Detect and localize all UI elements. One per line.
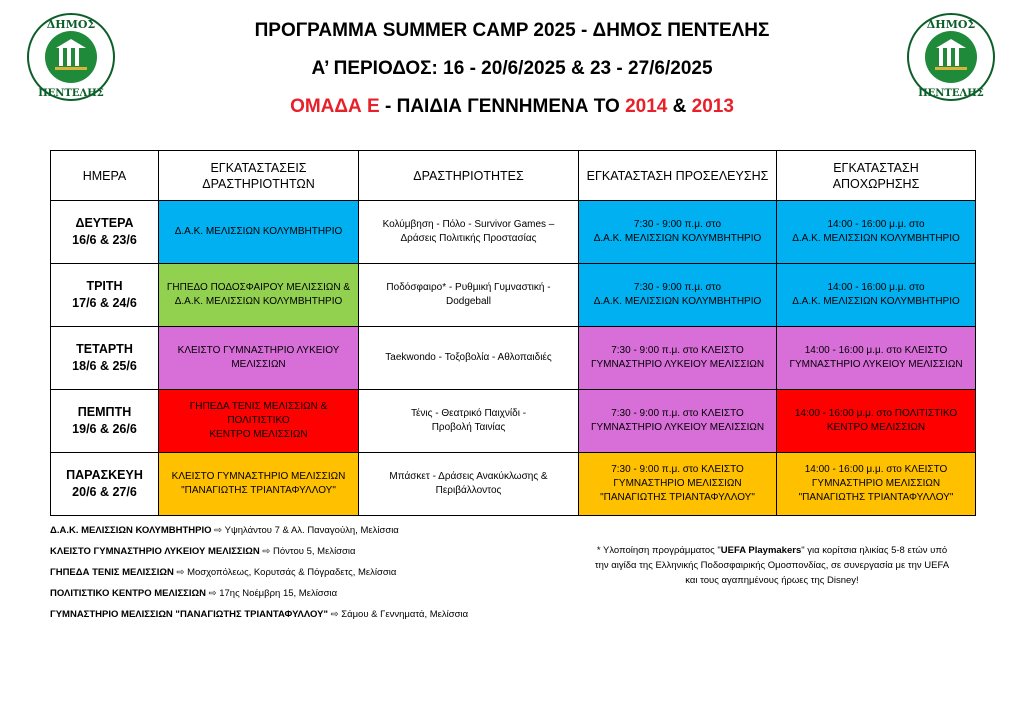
col-header-venues bbox=[159, 151, 359, 201]
departure-line: 14:00 - 16:00 μ.μ. στο ΚΛΕΙΣΤΟ bbox=[804, 464, 948, 475]
arrival-line: "ΠΑΝΑΓΙΩΤΗΣ ΤΡΙΑΝΤΑΦΥΛΛΟΥ" bbox=[600, 492, 755, 503]
arrow-right-icon: ⇨ bbox=[330, 609, 339, 620]
activity-line: Προβολή Ταινίας bbox=[431, 422, 506, 433]
arrival-line: 7:30 - 9:00 π.μ. στο ΚΛΕΙΣΤΟ bbox=[611, 464, 744, 475]
col-header-activities: ΔΡΑΣΤΗΡΙΟΤΗΤΕΣ bbox=[359, 151, 579, 201]
col-header-departure-l2: ΑΠΟΧΩΡΗΣΗΣ bbox=[832, 176, 920, 191]
legend-venue: ΚΛΕΙΣΤΟ ΓΥΜΝΑΣΤΗΡΙΟ ΛΥΚΕΙΟΥ ΜΕΛΙΣΣΙΩΝ bbox=[50, 546, 260, 557]
group-desc: - ΠΑΙΔΙΑ ΓΕΝΝΗΜΕΝΑ ΤΟ bbox=[379, 96, 626, 117]
legend-venue: Δ.Α.Κ. ΜΕΛΙΣΣΙΩΝ ΚΟΛΥΜΒΗΤΗΡΙΟ bbox=[50, 525, 212, 536]
legend-venue: ΠΟΛΙΤΙΣΤΙΚΟ ΚΕΝΤΡΟ ΜΕΛΙΣΣΙΩΝ bbox=[50, 588, 206, 599]
activity-line: Τένις - Θεατρικό Παιχνίδι - bbox=[410, 408, 527, 419]
day-cell bbox=[51, 390, 159, 453]
legend-item bbox=[50, 583, 570, 604]
venue-line: ΓΗΠΕΔΑ ΤΕΝΙΣ ΜΕΛΙΣΣΙΩΝ & ΠΟΛΙΤΙΣΤΙΚΟ bbox=[189, 401, 328, 426]
day-name: ΠΑΡΑΣΚΕΥΗ bbox=[66, 468, 143, 482]
municipality-logo-left bbox=[26, 12, 116, 102]
departure-line: ΓΥΜΝΑΣΤΗΡΙΟ ΜΕΛΙΣΣΙΩΝ bbox=[811, 478, 941, 489]
legend-venue: ΓΗΠΕΔΑ ΤΕΝΙΣ ΜΕΛΙΣΣΙΩΝ bbox=[50, 567, 174, 578]
activity-line: Δράσεις Πολιτικής Προστασίας bbox=[400, 233, 537, 244]
venue-line: ΚΛΕΙΣΤΟ ΓΥΜΝΑΣΤΗΡΙΟ ΛΥΚΕΙΟΥ bbox=[177, 345, 340, 356]
venue-cell bbox=[159, 264, 359, 327]
activities-cell bbox=[359, 201, 579, 264]
municipality-logo-right bbox=[906, 12, 996, 102]
col-header-departure-l1: ΕΓΚΑΤΑΣΤΑΣΗ bbox=[833, 160, 919, 175]
group-name: ΟΜΑΔΑ Ε bbox=[290, 96, 380, 117]
venue-line: "ΠΑΝΑΓΙΩΤΗΣ ΤΡΙΑΝΤΑΦΥΛΛΟΥ" bbox=[181, 485, 336, 496]
activities-cell bbox=[359, 327, 579, 390]
header bbox=[150, 18, 874, 120]
arrow-right-icon: ⇨ bbox=[176, 567, 185, 578]
amp: & bbox=[667, 96, 692, 117]
legend-item bbox=[50, 520, 570, 541]
col-header-arrival: ΕΓΚΑΤΑΣΤΑΣΗ ΠΡΟΣΕΛΕΥΣΗΣ bbox=[579, 151, 777, 201]
footnote-program-name: UEFA Playmakers bbox=[720, 545, 802, 556]
arrival-cell bbox=[579, 201, 777, 264]
venue-line: ΓΗΠΕΔΟ ΠΟΔΟΣΦΑΙΡΟΥ ΜΕΛΙΣΣΙΩΝ & bbox=[166, 282, 351, 293]
col-header-departure bbox=[777, 151, 976, 201]
footnote-text: " για κορίτσια ηλικίας 5-8 ετών υπό bbox=[801, 545, 948, 556]
col-header-venues-l1: ΕΓΚΑΤΑΣΤΑΣΕΙΣ bbox=[210, 160, 307, 175]
departure-line: Δ.Α.Κ. ΜΕΛΙΣΣΙΩΝ ΚΟΛΥΜΒΗΤΗΡΙΟ bbox=[792, 296, 960, 307]
arrival-cell bbox=[579, 264, 777, 327]
header-row bbox=[51, 151, 976, 201]
day-name: ΔΕΥΤΕΡΑ bbox=[75, 216, 134, 230]
table-row bbox=[51, 453, 976, 516]
footnote-line: και τους αγαπημένους ήρωες της Disney! bbox=[685, 575, 859, 586]
arrival-cell bbox=[579, 390, 777, 453]
departure-cell bbox=[777, 201, 976, 264]
activity-line: Μπάσκετ - Δράσεις Ανακύκλωσης & bbox=[389, 471, 548, 482]
col-header-day: ΗΜΕΡΑ bbox=[51, 151, 159, 201]
day-dates: 16/6 & 23/6 bbox=[72, 233, 137, 247]
departure-cell bbox=[777, 264, 976, 327]
table-row bbox=[51, 264, 976, 327]
arrival-line: ΓΥΜΝΑΣΤΗΡΙΟ ΛΥΚΕΙΟΥ ΜΕΛΙΣΣΙΩΝ bbox=[590, 422, 765, 433]
departure-line: 14:00 - 16:00 μ.μ. στο bbox=[827, 219, 925, 230]
day-dates: 17/6 & 24/6 bbox=[72, 296, 137, 310]
departure-line: 14:00 - 16:00 μ.μ. στο bbox=[827, 282, 925, 293]
activity-line: Κολύμβηση - Πόλο - Survivor Games – bbox=[382, 219, 555, 230]
departure-cell bbox=[777, 453, 976, 516]
legend-address: Μοσχοπόλεως, Κορυτσάς & Πόγραδετς, Μελίσσια bbox=[187, 567, 397, 578]
day-name: ΤΕΤΑΡΤΗ bbox=[76, 342, 133, 356]
title-program: ΠΡΟΓΡΑΜΜΑ SUMMER CAMP 2025 - ΔΗΜΟΣ ΠΕΝΤΕΛΗΣ bbox=[254, 20, 770, 41]
legend-address: 17ης Νοέμβρη 15, Μελίσσια bbox=[219, 588, 338, 599]
col-header-venues-l2: ΔΡΑΣΤΗΡΙΟΤΗΤΩΝ bbox=[202, 176, 315, 191]
footnote-line: την αιγίδα της Ελληνικής Ποδοσφαιρικής Ομοσπονδίας, σε συνεργασία με την UEFA bbox=[594, 560, 950, 571]
day-dates: 19/6 & 26/6 bbox=[72, 422, 137, 436]
activities-cell bbox=[359, 453, 579, 516]
day-dates: 18/6 & 25/6 bbox=[72, 359, 137, 373]
venue-line: ΜΕΛΙΣΣΙΩΝ bbox=[231, 359, 286, 370]
activity-line: Περιβάλλοντος bbox=[435, 485, 502, 496]
arrow-right-icon: ⇨ bbox=[214, 525, 223, 536]
activities-cell bbox=[359, 264, 579, 327]
footnote bbox=[572, 543, 972, 588]
arrival-line: Δ.Α.Κ. ΜΕΛΙΣΣΙΩΝ ΚΟΛΥΜΒΗΤΗΡΙΟ bbox=[593, 296, 762, 307]
legend-address: Υψηλάντου 7 & Αλ. Παναγούλη, Μελίσσια bbox=[224, 525, 399, 536]
venue-line: Δ.Α.Κ. ΜΕΛΙΣΣΙΩΝ ΚΟΛΥΜΒΗΤΗΡΙΟ bbox=[174, 226, 343, 237]
departure-line: ΚΕΝΤΡΟ ΜΕΛΙΣΣΙΩΝ bbox=[826, 422, 926, 433]
table-row bbox=[51, 327, 976, 390]
footnote-line bbox=[572, 543, 972, 558]
year-2: 2013 bbox=[691, 96, 734, 117]
departure-line: 14:00 - 16:00 μ.μ. στο ΠΟΛΙΤΙΣΤΙΚΟ bbox=[794, 408, 958, 419]
activity-line: Ποδόσφαιρο* - Ρυθμική Γυμναστική - bbox=[386, 282, 551, 293]
table-row bbox=[51, 201, 976, 264]
day-cell bbox=[51, 453, 159, 516]
venue-line: ΚΕΝΤΡΟ ΜΕΛΙΣΣΙΩΝ bbox=[209, 429, 308, 440]
arrival-line: ΓΥΜΝΑΣΤΗΡΙΟ ΜΕΛΙΣΣΙΩΝ bbox=[613, 478, 742, 489]
legend-address: Σάμου & Γεννηματά, Μελίσσια bbox=[341, 609, 469, 620]
day-name: ΤΡΙΤΗ bbox=[86, 279, 123, 293]
day-dates: 20/6 & 27/6 bbox=[72, 485, 137, 499]
venue-address-legend bbox=[50, 520, 570, 625]
arrival-cell bbox=[579, 453, 777, 516]
activity-line: Taekwondo - Τοξοβολία - Αθλοπαιδιές bbox=[385, 352, 552, 363]
legend-venue: ΓΥΜΝΑΣΤΗΡΙΟ ΜΕΛΙΣΣΙΩΝ "ΠΑΝΑΓΙΩΤΗΣ ΤΡΙΑΝΤΑΦΥΛΛΟΥ" bbox=[50, 609, 328, 620]
venue-line: ΚΛΕΙΣΤΟ ΓΥΜΝΑΣΤΗΡΙΟ ΜΕΛΙΣΣΙΩΝ bbox=[171, 471, 346, 482]
venue-line: Δ.Α.Κ. ΜΕΛΙΣΣΙΩΝ ΚΟΛΥΜΒΗΤΗΡΙΟ bbox=[174, 296, 343, 307]
arrival-line: 7:30 - 9:00 π.μ. στο bbox=[633, 282, 722, 293]
arrival-line: Δ.Α.Κ. ΜΕΛΙΣΣΙΩΝ ΚΟΛΥΜΒΗΤΗΡΙΟ bbox=[593, 233, 762, 244]
departure-cell bbox=[777, 327, 976, 390]
departure-line: 14:00 - 16:00 μ.μ. στο ΚΛΕΙΣΤΟ bbox=[804, 345, 948, 356]
year-1: 2014 bbox=[625, 96, 668, 117]
arrival-cell bbox=[579, 327, 777, 390]
arrival-line: 7:30 - 9:00 π.μ. στο ΚΛΕΙΣΤΟ bbox=[611, 345, 744, 356]
day-cell bbox=[51, 201, 159, 264]
venue-cell bbox=[159, 327, 359, 390]
title-period: Α’ ΠΕΡΙΟΔΟΣ: 16 - 20/6/2025 & 23 - 27/6/2025 bbox=[311, 58, 713, 79]
logo-text-top: ΔΗΜΟΣ bbox=[46, 18, 96, 31]
departure-line: Δ.Α.Κ. ΜΕΛΙΣΣΙΩΝ ΚΟΛΥΜΒΗΤΗΡΙΟ bbox=[792, 233, 960, 244]
day-cell bbox=[51, 327, 159, 390]
legend-item bbox=[50, 541, 570, 562]
activity-line: Dodgeball bbox=[445, 296, 492, 307]
logo-text-top: ΔΗΜΟΣ bbox=[926, 18, 976, 31]
departure-line: ΓΥΜΝΑΣΤΗΡΙΟ ΛΥΚΕΙΟΥ ΜΕΛΙΣΣΙΩΝ bbox=[789, 359, 963, 370]
arrival-line: 7:30 - 9:00 π.μ. στο bbox=[633, 219, 722, 230]
activities-cell bbox=[359, 390, 579, 453]
venue-cell bbox=[159, 390, 359, 453]
venue-cell bbox=[159, 201, 359, 264]
legend-item bbox=[50, 604, 570, 625]
arrow-right-icon: ⇨ bbox=[208, 588, 217, 599]
day-cell bbox=[51, 264, 159, 327]
logo-text-bottom: ΠΕΝΤΕΛΗΣ bbox=[38, 88, 104, 99]
footnote-text: * Υλοποίηση προγράμματος " bbox=[596, 545, 721, 556]
table-row bbox=[51, 390, 976, 453]
legend-address: Πόντου 5, Μελίσσια bbox=[272, 546, 356, 557]
departure-cell bbox=[777, 390, 976, 453]
departure-line: "ΠΑΝΑΓΙΩΤΗΣ ΤΡΙΑΝΤΑΦΥΛΛΟΥ" bbox=[798, 492, 954, 503]
logo-text-bottom: ΠΕΝΤΕΛΗΣ bbox=[918, 88, 984, 99]
schedule-table bbox=[50, 150, 976, 516]
venue-cell bbox=[159, 453, 359, 516]
arrow-right-icon: ⇨ bbox=[262, 546, 271, 557]
arrival-line: ΓΥΜΝΑΣΤΗΡΙΟ ΛΥΚΕΙΟΥ ΜΕΛΙΣΣΙΩΝ bbox=[590, 359, 765, 370]
arrival-line: 7:30 - 9:00 π.μ. στο ΚΛΕΙΣΤΟ bbox=[611, 408, 744, 419]
legend-item bbox=[50, 562, 570, 583]
title-group bbox=[150, 94, 874, 120]
day-name: ΠΕΜΠΤΗ bbox=[77, 405, 132, 419]
